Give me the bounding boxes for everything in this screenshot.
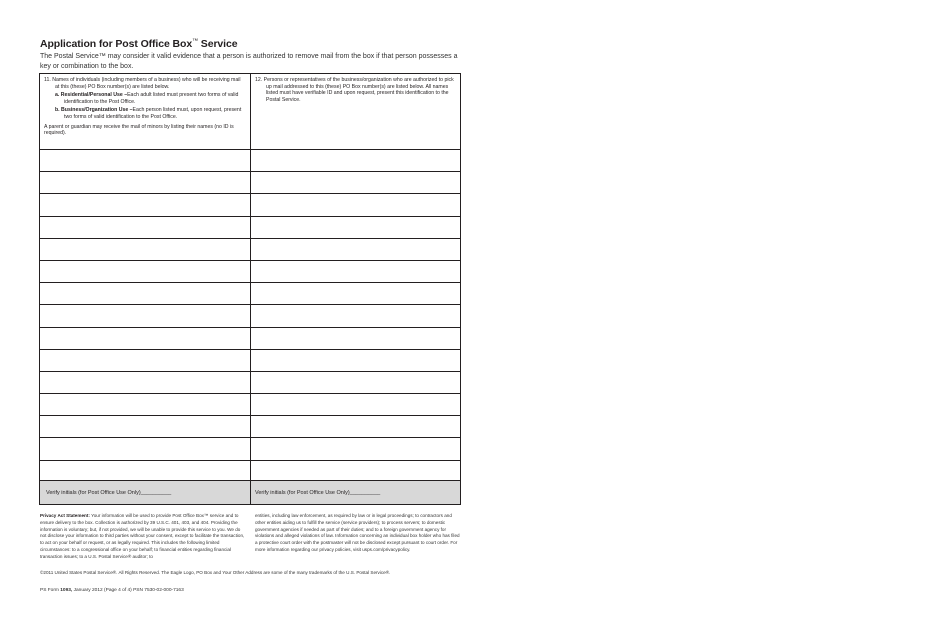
individual-name-cell: [40, 217, 251, 238]
authorized-person-cell: [251, 283, 460, 304]
authorized-person-cell: [251, 217, 460, 238]
authorized-person-cell: [251, 261, 460, 282]
item-b-text: Each person listed must, upon request, present two forms of valid identification to the Post Office.: [64, 107, 242, 120]
authorized-person-input[interactable]: [251, 262, 460, 283]
authorized-person-cell: [251, 150, 460, 171]
table-row: [40, 415, 460, 437]
authorized-person-input[interactable]: [251, 395, 460, 416]
privacy-statement-left: [40, 513, 246, 561]
individual-name-cell: [40, 305, 251, 326]
table-row: [40, 238, 460, 260]
intro-text: The Postal Service™ may consider it valid evidence that a person is authorized to remove mail from the box if that person possesses a key or combination to the box.: [40, 53, 458, 70]
individual-name-input[interactable]: [40, 217, 250, 238]
individual-name-input[interactable]: [40, 151, 250, 172]
section-11-text: 11. Names of individuals (including members of a business) who will be receiving mail at this (these) PO Box number(s) are listed below.: [44, 77, 241, 90]
table-row: [40, 460, 460, 482]
authorized-person-cell: [251, 305, 460, 326]
table-row: [40, 282, 460, 304]
individual-name-input[interactable]: [40, 284, 250, 305]
title-suffix: Service: [197, 38, 238, 50]
table-row: [40, 437, 460, 459]
individual-name-input[interactable]: [40, 373, 250, 394]
form-prefix: PS Form: [40, 588, 61, 593]
table-row: [40, 327, 460, 349]
authorized-person-input[interactable]: [251, 195, 460, 216]
item-b: [44, 107, 246, 120]
authorized-person-cell: [251, 350, 460, 371]
names-table: [39, 73, 461, 505]
authorized-person-input[interactable]: [251, 151, 460, 172]
authorized-person-input[interactable]: [251, 240, 460, 261]
table-row: [40, 349, 460, 371]
authorized-person-input[interactable]: [251, 328, 460, 349]
section-12-text: 12. Persons or representatives of the business/organization who are authorized to pick up mail addressed to this (these) PO Box number(s) are listed below. All names listed must have verifiable ID and upon request, present this identification to the Postal Service.: [255, 77, 454, 103]
authorized-person-input[interactable]: [251, 306, 460, 327]
individual-name-input[interactable]: [40, 195, 250, 216]
authorized-person-input[interactable]: [251, 173, 460, 194]
initials-bar: [40, 480, 460, 504]
authorized-person-input[interactable]: [251, 217, 460, 238]
form-suffix: January 2012 (Page 4 of 4) PSN 7530-02-000-7163: [72, 588, 184, 593]
individual-name-cell: [40, 416, 251, 437]
item-a-label: a. Residential/Personal Use –: [55, 92, 128, 99]
individual-name-input[interactable]: [40, 306, 250, 327]
individual-name-cell: [40, 372, 251, 393]
authorized-person-input[interactable]: [251, 439, 460, 460]
individual-name-cell: [40, 172, 251, 193]
individual-name-cell: [40, 283, 251, 304]
copyright-notice: ©2011 United States Postal Service®. All Rights Reserved. The Eagle Logo, PO Box and Your Other Address are some of the many trademarks of the U.S. Postal Service®.: [40, 570, 391, 575]
individual-name-cell: [40, 194, 251, 215]
authorized-person-input[interactable]: [251, 284, 460, 305]
table-row: [40, 216, 460, 238]
table-row: [40, 304, 460, 326]
page-title: [40, 38, 237, 50]
individual-name-cell: [40, 394, 251, 415]
parent-guardian-note: A parent or guardian may receive the mail of minors by listing their names (no ID is required).: [44, 123, 234, 137]
individual-name-input[interactable]: [40, 328, 250, 349]
individual-name-cell: [40, 350, 251, 371]
form-identifier: [40, 588, 184, 593]
section-11-header: [40, 74, 251, 149]
item-b-label: b. Business/Organization Use –: [55, 107, 133, 114]
authorized-person-cell: [251, 239, 460, 260]
form-number: 1093,: [60, 588, 73, 593]
section-12-header: [251, 74, 460, 149]
title-text: Application for Post Office Box: [40, 38, 193, 50]
name-rows: [40, 149, 460, 482]
authorized-person-input[interactable]: [251, 373, 460, 394]
verify-initials-left[interactable]: Verify initials (for Post Office Use Only)__________: [40, 481, 251, 504]
individual-name-cell: [40, 461, 251, 482]
table-row: [40, 371, 460, 393]
authorized-person-input[interactable]: [251, 417, 460, 438]
table-row: [40, 193, 460, 215]
table-row: [40, 149, 460, 171]
table-row: [40, 260, 460, 282]
individual-name-cell: [40, 261, 251, 282]
individual-name-input[interactable]: [40, 240, 250, 261]
privacy-statement-right: entities, including law enforcement, as required by law or in legal proceedings; to contractors and other entities aiding us to fulfill the service (service providers); to process servers; to domestic government agencies if needed as part of their duties; and to a foreign government agency for violations and alleged violations of law. Information concerning an individual box holder who has filed a protective court order with the postmaster will not be disclosed except pursuant to court order. For more information regarding our privacy policies, visit usps.com/privacypolicy.: [255, 513, 460, 552]
individual-name-cell: [40, 438, 251, 459]
table-row: [40, 171, 460, 193]
authorized-person-cell: [251, 172, 460, 193]
authorized-person-cell: [251, 438, 460, 459]
item-a: [44, 92, 246, 105]
individual-name-input[interactable]: [40, 417, 250, 438]
authorized-person-cell: [251, 372, 460, 393]
authorized-person-cell: [251, 328, 460, 349]
privacy-heading: Privacy Act Statement:: [40, 513, 90, 518]
individual-name-input[interactable]: [40, 439, 250, 460]
authorized-person-cell: [251, 416, 460, 437]
individual-name-input[interactable]: [40, 351, 250, 372]
individual-name-input[interactable]: [40, 262, 250, 283]
trademark-mark: ™: [192, 38, 198, 45]
authorized-person-cell: [251, 394, 460, 415]
individual-name-input[interactable]: [40, 173, 250, 194]
individual-name-input[interactable]: [40, 395, 250, 416]
authorized-person-input[interactable]: [251, 351, 460, 372]
verify-initials-right[interactable]: Verify initials (for Post Office Use Only)__________: [255, 489, 381, 496]
authorized-person-cell: [251, 461, 460, 482]
individual-name-cell: [40, 328, 251, 349]
authorized-person-cell: [251, 194, 460, 215]
table-row: [40, 393, 460, 415]
individual-name-cell: [40, 150, 251, 171]
item-a-text: Each adult listed must present two forms of valid identification to the Post Office.: [64, 92, 239, 105]
individual-name-cell: [40, 239, 251, 260]
privacy-left-text: Your information will be used to provide Post Office Box™ service and to ensure delivery to the box. Collection is authorized by 39 U.S.C. 401, 403, and 404. Providing the information is voluntary; but, if not provided, we will be unable to provide this service to you. We do not disclose your information to third parties without your consent, except to facilitate the transaction, to act on your behalf or request, or as legally required. This includes the following limited circumstances: to a congressional office on your behalf; to financial entities regarding financial transaction issues; to a U.S. Postal Service® auditor; to: [40, 513, 245, 559]
